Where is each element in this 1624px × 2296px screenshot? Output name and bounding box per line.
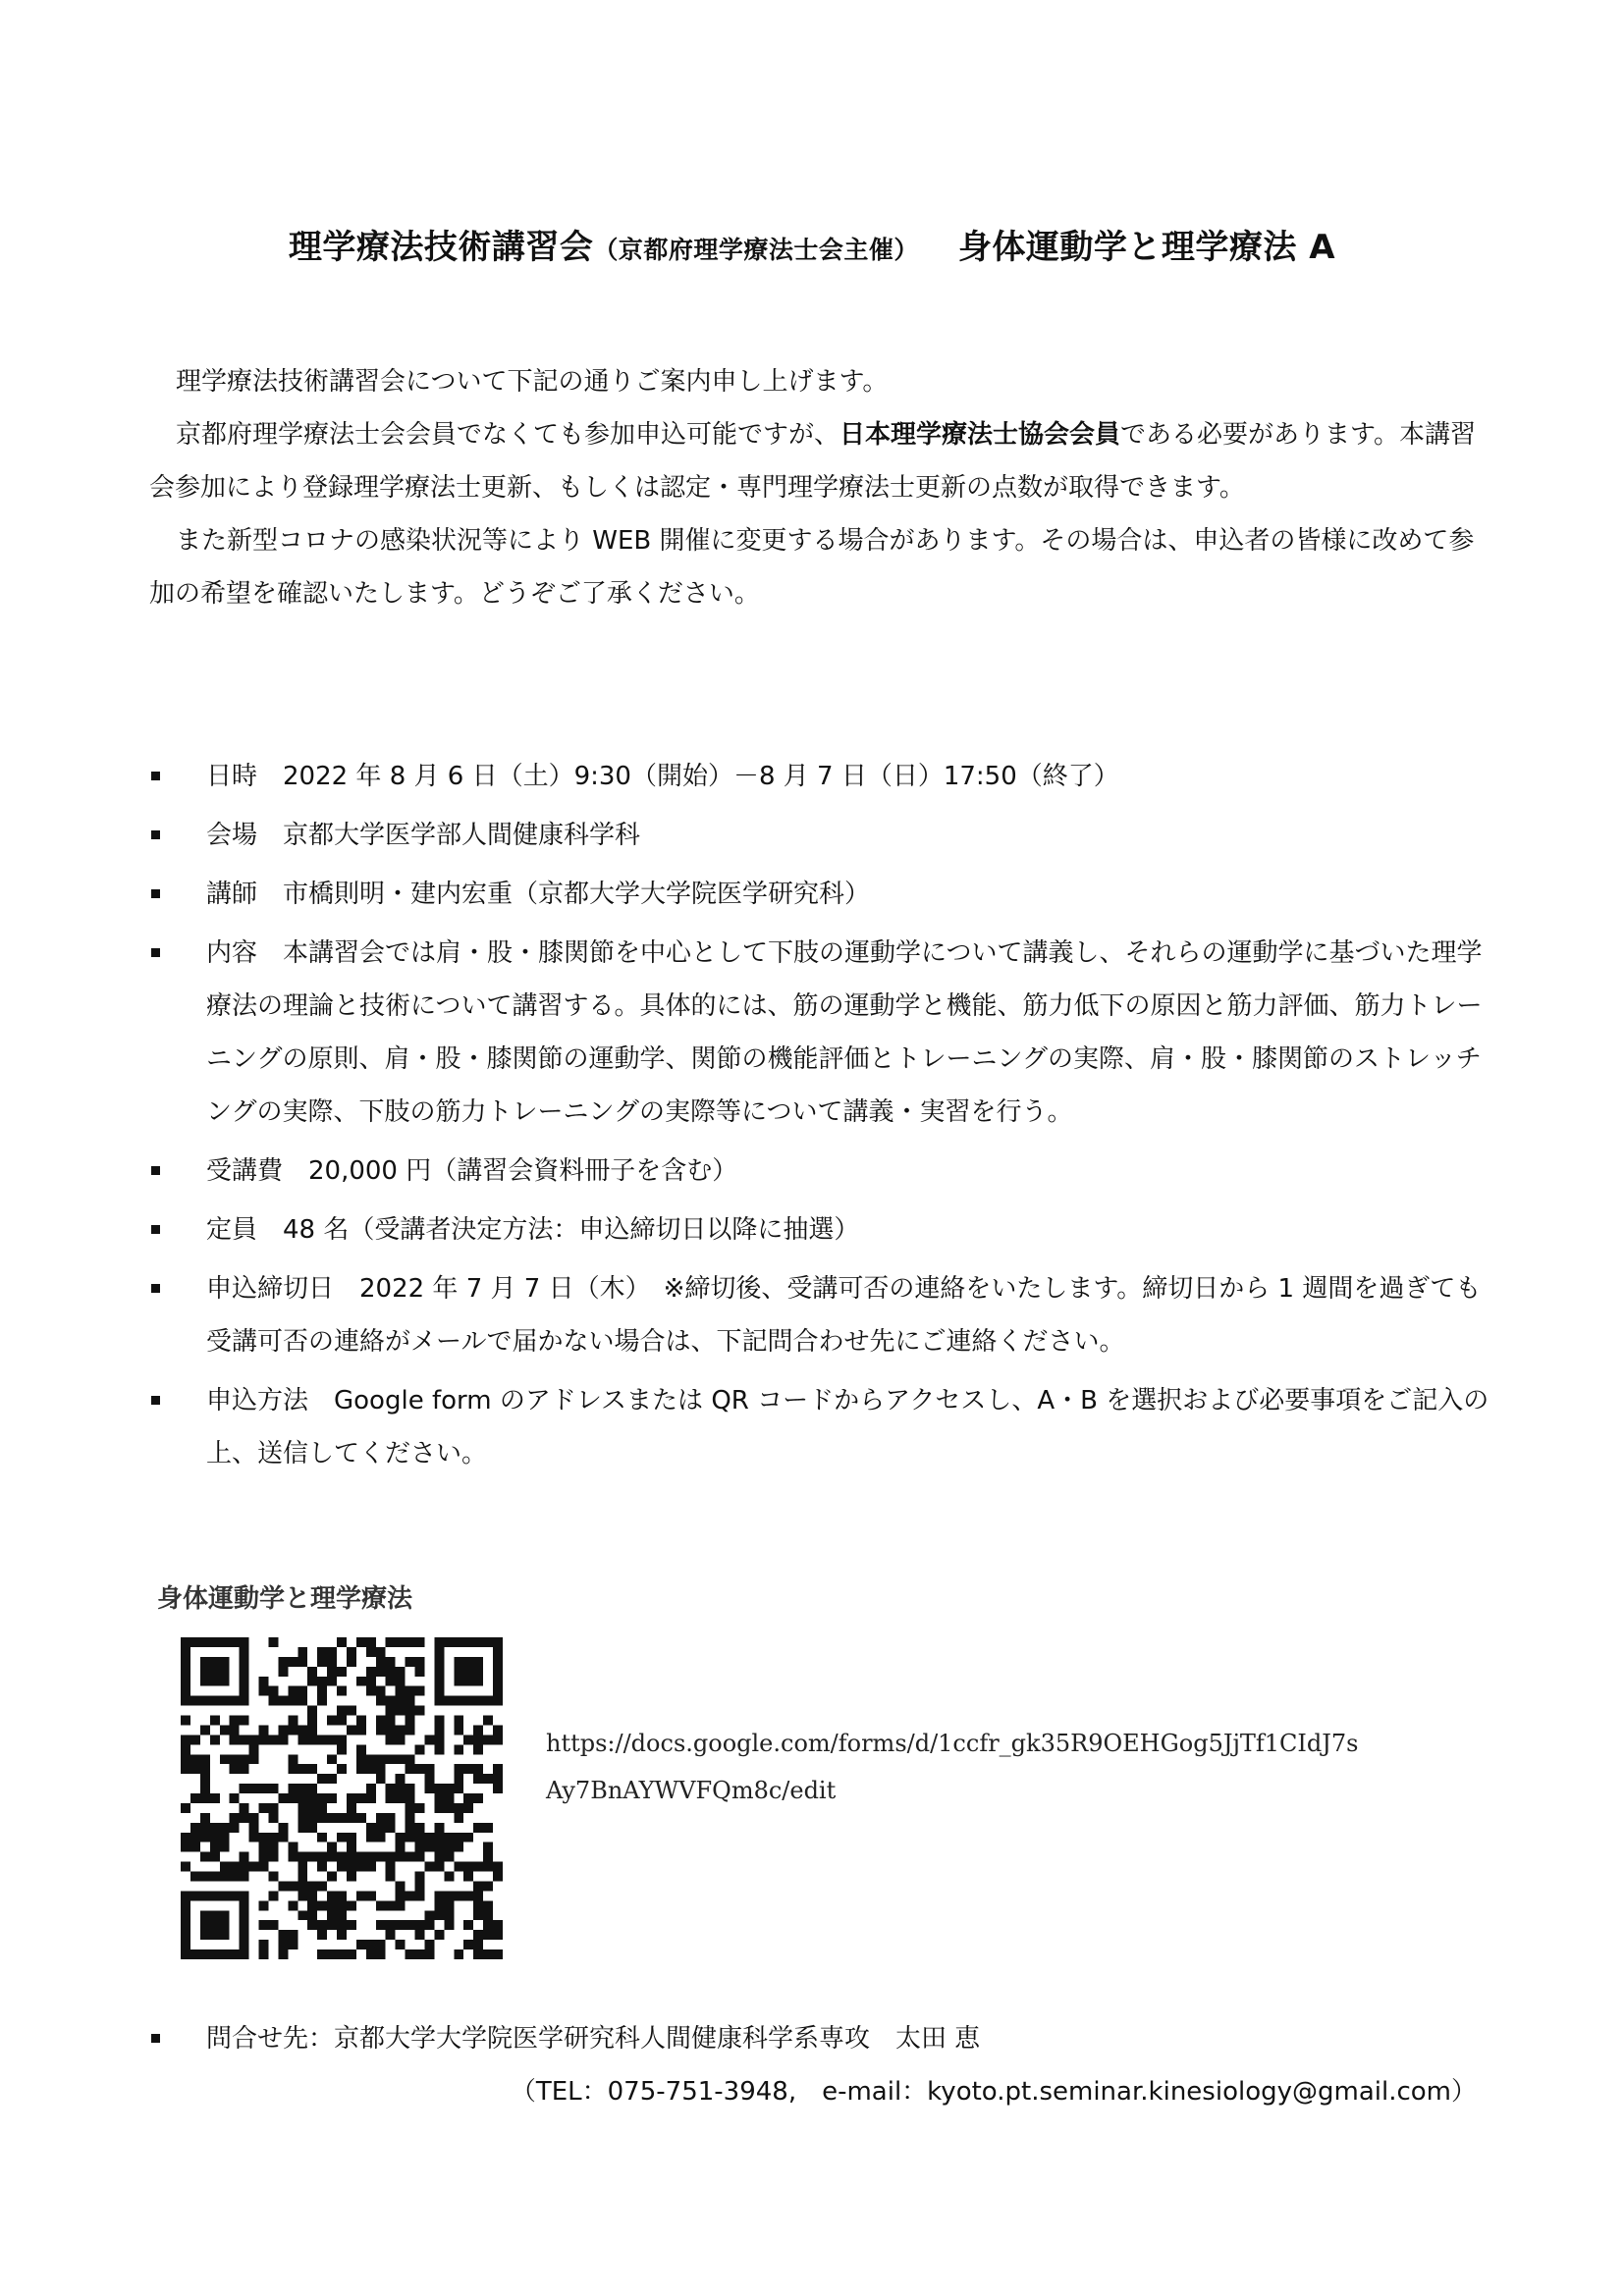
bullet-icon bbox=[151, 1225, 160, 1234]
list-item-application bbox=[149, 1374, 1494, 1480]
list-item-text: 講師 市橋則明・建内宏重（京都大学大学院医学研究科） bbox=[206, 880, 871, 909]
qr-code-icon[interactable] bbox=[181, 1637, 503, 1959]
list-item-text: 申込締切日 2022 年 7 月 7 日（木） ※締切後、受講可否の連絡をいたします。締切日から 1 週間を過ぎても受講可否の連絡がメールで届かない場合は、下記問合わせ先にご連絡ください。 bbox=[206, 1274, 1482, 1357]
bullet-icon bbox=[151, 1396, 160, 1405]
list-item-text: 日時 2022 年 8 月 6 日（土）9:30（開始）－8 月 7 日（日）17:50（終了） bbox=[206, 762, 1119, 791]
bullet-icon bbox=[151, 772, 160, 780]
form-url-line-1[interactable]: https://docs.google.com/forms/d/1ccfr_gk35R9OEHGog5JjTf1CIdJ7s bbox=[546, 1730, 1359, 1757]
qr-label: 身体運動学と理学療法 bbox=[157, 1584, 413, 1614]
form-url[interactable] bbox=[546, 1720, 1430, 1814]
intro-paragraph-3: また新型コロナの感染状況等により WEB 開催に変更する場合があります。その場合は、申込者の皆様に改めて参加の希望を確認いたします。どうぞご了承ください。 bbox=[149, 526, 1475, 609]
details-list bbox=[149, 750, 1494, 1480]
list-item-venue bbox=[149, 809, 1494, 862]
list-item-contact bbox=[149, 2012, 1494, 2065]
intro-p2-bold: 日本理学療法士協会会員 bbox=[839, 420, 1121, 450]
bullet-icon bbox=[151, 2034, 160, 2043]
contact-list bbox=[149, 2012, 1494, 2065]
bullet-icon bbox=[151, 889, 160, 898]
list-item-fee bbox=[149, 1145, 1494, 1198]
intro-paragraph-1: 理学療法技術講習会について下記の通りご案内申し上げます。 bbox=[176, 367, 889, 397]
list-item-text: 内容 本講習会では肩・股・膝関節を中心として下肢の運動学について講義し、それらの運動学に基づいた理学療法の理論と技術について講習する。具体的には、筋の運動学と機能、筋力低下の原因と筋力評価、筋力トレーニングの原則、肩・股・膝関節の運動学、関節の機能評価とトレーニングの実際、肩・股・膝関節のストレッチングの実際、下肢の筋力トレーニングの実際等について講義・実習を行う。 bbox=[206, 938, 1483, 1127]
list-item-deadline bbox=[149, 1262, 1494, 1368]
list-item-content bbox=[149, 927, 1494, 1139]
bullet-icon bbox=[151, 948, 160, 957]
title-main: 理学療法技術講習会 bbox=[288, 228, 594, 267]
document-title bbox=[0, 220, 1624, 268]
contact-details: （TEL：075-751-3948, e-mail：kyoto.pt.seminar.kinesiology@gmail.com） bbox=[510, 2077, 1477, 2107]
list-item-text: 定員 48 名（受講者決定方法：申込締切日以降に抽選） bbox=[206, 1215, 860, 1245]
intro-section bbox=[149, 355, 1494, 620]
bullet-icon bbox=[151, 1284, 160, 1293]
contact-text: 問合せ先：京都大学大学院医学研究科人間健康科学系専攻 太田 恵 bbox=[206, 2024, 981, 2054]
list-item-datetime bbox=[149, 750, 1494, 803]
qr-modules bbox=[181, 1637, 503, 1959]
intro-p2-after: である必要があります。本講習会参加により登録理学療法士更新、もしくは認定・専門理学療法士更新の点数が取得できます。 bbox=[149, 420, 1476, 503]
list-item-text: 会場 京都大学医学部人間健康科学科 bbox=[206, 821, 641, 850]
list-item-capacity bbox=[149, 1203, 1494, 1256]
intro-paragraph-2 bbox=[149, 408, 1494, 514]
list-item-text: 受講費 20,000 円（講習会資料冊子を含む） bbox=[206, 1156, 738, 1186]
list-item-text: 申込方法 Google form のアドレスまたは QR コードからアクセスし、A・B を選択および必要事項をご記入の上、送信してください。 bbox=[206, 1386, 1489, 1468]
intro-p2-before: 京都府理学療法士会会員でなくても参加申込可能ですが、 bbox=[176, 420, 840, 450]
title-course: 身体運動学と理学療法 A bbox=[957, 228, 1336, 267]
form-url-line-2[interactable]: Ay7BnAYWVFQm8c/edit bbox=[546, 1777, 837, 1804]
list-item-lecturers bbox=[149, 868, 1494, 921]
title-organizer: （京都府理学療法士会主催） bbox=[593, 236, 919, 264]
bullet-icon bbox=[151, 1166, 160, 1175]
bullet-icon bbox=[151, 830, 160, 839]
